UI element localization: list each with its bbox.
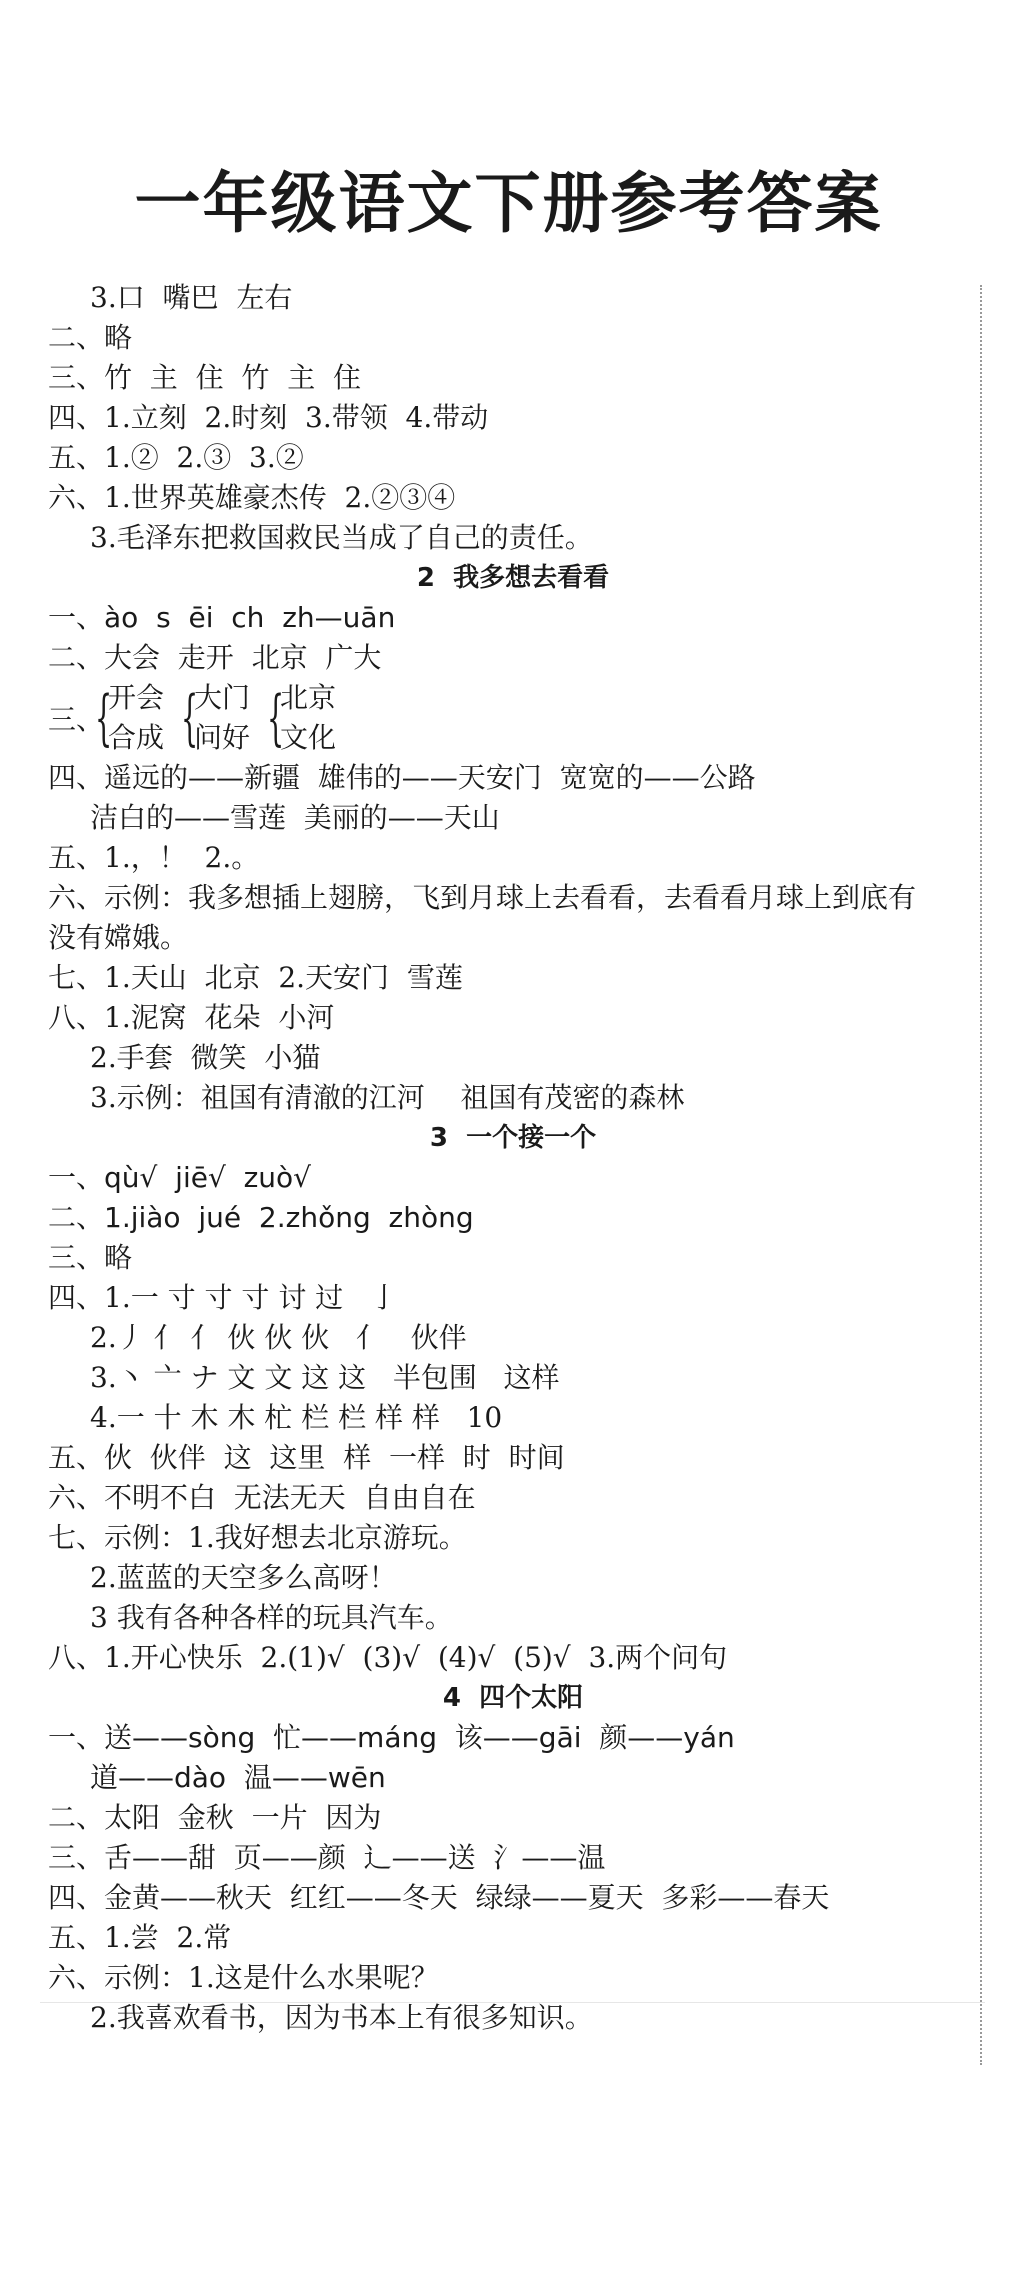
section4-lines bbox=[48, 1718, 978, 2038]
dotted-margin-line bbox=[980, 285, 982, 2065]
answer-line: 3.口 嘴巴 左右 bbox=[90, 281, 293, 314]
answer-line: 2.我喜欢看书，因为书本上有很多知识。 bbox=[90, 2001, 593, 2034]
word: 开会 bbox=[108, 681, 165, 714]
brace-answer bbox=[48, 678, 978, 758]
answer-line: 道——dào 温——wēn bbox=[90, 1761, 386, 1794]
answer-line: 一、送——sòng 忙——máng 该——gāi 颜——yán bbox=[48, 1721, 735, 1754]
word: 问好 bbox=[194, 721, 251, 754]
brace-group bbox=[176, 678, 250, 758]
brace-group bbox=[262, 678, 336, 758]
answer-line: 2.丿 亻 亻 伙 伙 伙 亻 伙伴 bbox=[90, 1321, 467, 1354]
brace-icon: { bbox=[180, 683, 199, 753]
answer-line: 2.手套 微笑 小猫 bbox=[90, 1041, 321, 1074]
section-heading: 4 四个太阳 bbox=[442, 1683, 584, 1713]
section-heading: 3 一个接一个 bbox=[429, 1123, 597, 1153]
answer-line: 一、ào s ēi ch zh—uān bbox=[48, 601, 396, 634]
answer-line: 七、1.天山 北京 2.天安门 雪莲 bbox=[48, 961, 463, 994]
section2-lines bbox=[48, 758, 978, 1118]
answer-line: 一、qù√ jiē√ zuò√ bbox=[48, 1161, 312, 1194]
answer-line: 六、示例：1.这是什么水果呢？ bbox=[48, 1961, 439, 1994]
answer-line: 3 我有各种各样的玩具汽车。 bbox=[90, 1601, 453, 1634]
brace-icon: { bbox=[94, 683, 113, 753]
section-heading: 2 我多想去看看 bbox=[416, 563, 610, 593]
answer-line: 五、1.，！ 2.。 bbox=[48, 841, 260, 874]
word: 合成 bbox=[108, 721, 165, 754]
answer-line: 二、太阳 金秋 一片 因为 bbox=[48, 1801, 382, 1834]
answer-line: 八、1.开心快乐 2.(1)√ (3)√ (4)√ (5)√ 3.两个问句 bbox=[48, 1641, 728, 1674]
section3-lines bbox=[48, 1158, 978, 1678]
answer-line: 七、示例：1.我好想去北京游玩。 bbox=[48, 1521, 467, 1554]
answer-line: 八、1.泥窝 花朵 小河 bbox=[48, 1001, 335, 1034]
answer-line: 4.一 十 木 木 杧 栏 栏 样 样 10 bbox=[90, 1401, 503, 1434]
answer-line: 3.示例：祖国有清澈的江河 祖国有茂密的森林 bbox=[90, 1081, 685, 1114]
answer-line: 四、1.一 寸 寸 寸 讨 过 亅 bbox=[48, 1281, 398, 1314]
answer-line: 六、示例：我多想插上翅膀，飞到月球上去看看，去看看月球上到底有 bbox=[48, 881, 917, 914]
answer-line: 四、1.立刻 2.时刻 3.带领 4.带动 bbox=[48, 401, 489, 434]
answer-line: 六、1.世界英雄豪杰传 2.②③④ bbox=[48, 481, 456, 514]
word: 文化 bbox=[280, 721, 337, 754]
answer-line: 四、遥远的——新疆 雄伟的——天安门 宽宽的——公路 bbox=[48, 761, 756, 794]
answer-line: 3.丶 亠 ナ 文 文 这 这 半包围 这样 bbox=[90, 1361, 560, 1394]
section1-tail bbox=[48, 278, 978, 558]
answer-line: 3.毛泽东把救国救民当成了自己的责任。 bbox=[90, 521, 593, 554]
answer-line: 三、竹 主 住 竹 主 住 bbox=[48, 361, 362, 394]
answer-line: 四、金黄——秋天 红红——冬天 绿绿——夏天 多彩——春天 bbox=[48, 1881, 830, 1914]
brace-icon: { bbox=[266, 683, 285, 753]
answer-line: 没有嫦娥。 bbox=[48, 921, 189, 954]
question-label: 三、 bbox=[48, 703, 105, 736]
answer-line: 六、不明不白 无法无天 自由自在 bbox=[48, 1481, 476, 1514]
answer-line: 二、大会 走开 北京 广大 bbox=[48, 641, 382, 674]
answer-line: 2.蓝蓝的天空多么高呀！ bbox=[90, 1561, 397, 1594]
answer-line: 五、伙 伙伴 这 这里 样 一样 时 时间 bbox=[48, 1441, 565, 1474]
answer-line: 二、略 bbox=[48, 321, 133, 354]
answer-line: 三、舌——甜 页——颜 辶——送 氵——温 bbox=[48, 1841, 606, 1874]
word: 大门 bbox=[194, 681, 251, 714]
answer-content bbox=[48, 278, 978, 2038]
page-title: 一年级语文下册参考答案 bbox=[134, 164, 883, 242]
answer-line: 二、1.jiào jué 2.zhǒng zhòng bbox=[48, 1201, 474, 1234]
answer-line: 五、1.② 2.③ 3.② bbox=[48, 441, 304, 474]
answer-line: 三、略 bbox=[48, 1241, 133, 1274]
answer-line: 五、1.尝 2.常 bbox=[48, 1921, 232, 1954]
brace-group bbox=[90, 678, 164, 758]
answer-line: 洁白的——雪莲 美丽的——天山 bbox=[90, 801, 500, 834]
word: 北京 bbox=[280, 681, 337, 714]
